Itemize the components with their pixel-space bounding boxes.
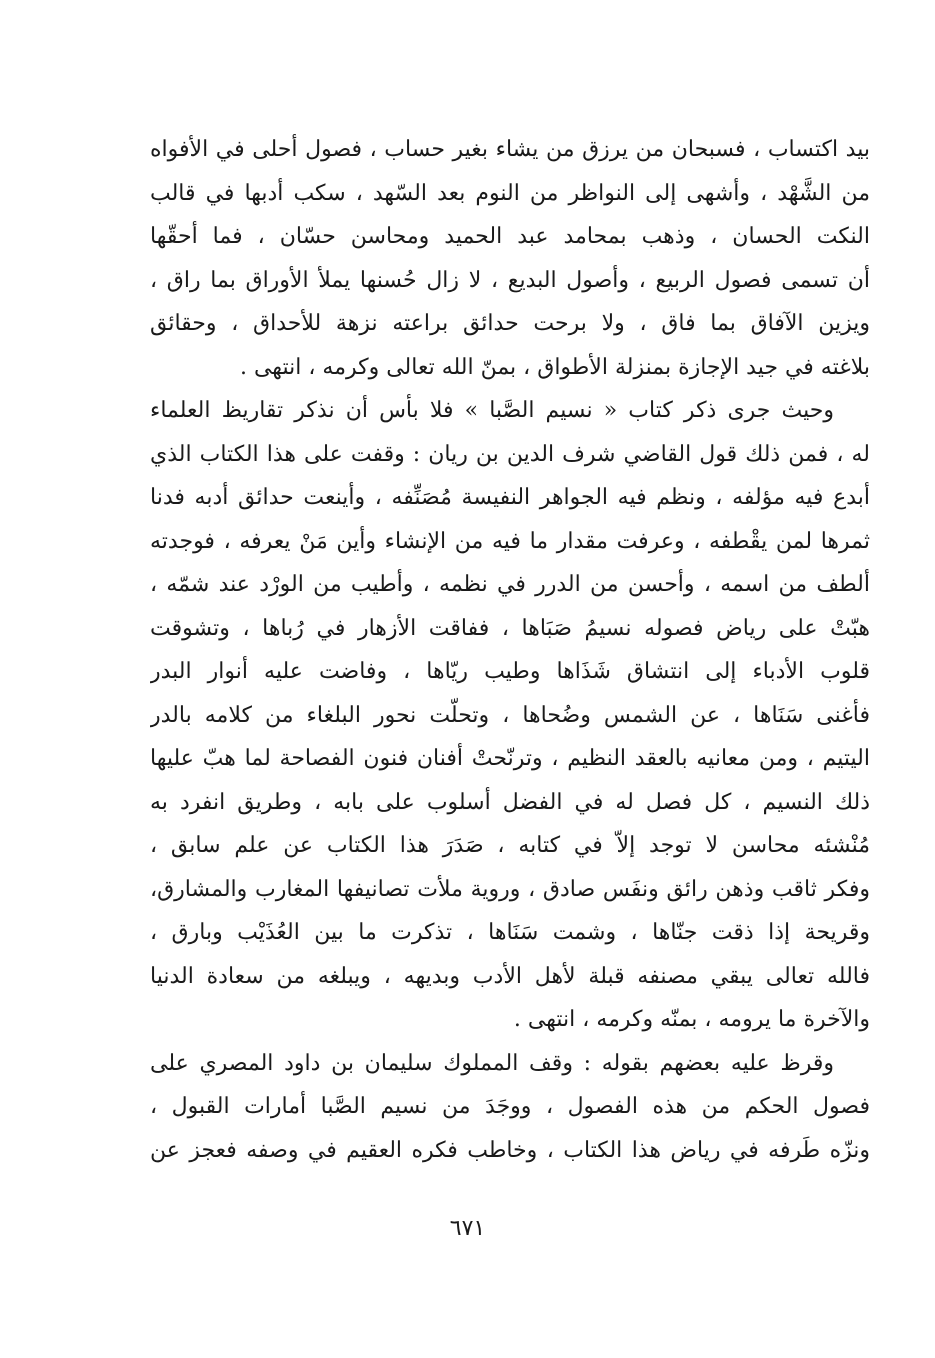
text-line: أن تسمى فصول الربيع ، وأصول البديع ، لا زال حُسنها يملأ الأوراق بما راق ، — [150, 267, 870, 293]
text-line: اليتيم ، ومن معانيه بالعقد النظيم ، وترنّحتْ أفنان فنون الفصاحة لما هبّ عليها — [150, 746, 870, 771]
text-line: أبدع فيه مؤلفه ، ونظم فيه الجواهر النفيسة مُصَنِّفه ، وأينعت حدائق أدبه فدنا — [150, 485, 870, 510]
text-line: وحيث جرى ذكر كتاب « نسيم الصَّبا » فلا بأس أن نذكر تقاريظ العلماء — [150, 398, 834, 423]
text-line: فصول الحكم من هذه الفصول ، ووجَدَ من نسيم الصَّبا أمارات القبول ، — [150, 1094, 870, 1119]
text-line: فالله تعالى يبقي مصنفه قبلة لأهل الأدب وبديهه ، ويبلغه من سعادة الدنيا — [150, 963, 870, 989]
text-line: له ، فمن ذلك قول القاضي شرف الدين بن ريان : وقفت على هذا الكتاب الذي — [150, 441, 870, 467]
text-line: والآخرة ما يرومه ، بمنّه وكرمه ، انتهى . — [513, 1007, 870, 1032]
text-line: النكت الحسان ، وذهب بمحامد عبد الحميد ومحاسن حسّان ، فما أحقّها — [150, 224, 870, 249]
text-line: ذلك النسيم ، كل فصل له في الفضل أسلوب على بابه ، وطريق انفرد به — [150, 789, 870, 815]
text-line: وقريحة إذا ذقت جنّاها ، وشمت سَنَاها ، تذكرت ما بين العُذَيْب وبارق ، — [150, 920, 870, 945]
text-line: قلوب الأدباء إلى انتشاق شَذَاها وطيب ريّاها ، وفاضت عليه أنوار البدر — [150, 659, 870, 684]
text-line: هبّتْ على رياض فصوله نسيمُ صَبَاها ، ففاقت الأزهار في رُباها ، وتشوقت — [150, 615, 870, 641]
text-line: ثمرها لمن يقْطفه ، وعرفت مقدار ما فيه من الإنشاء وأين مَنْ يعرفه ، فوجدته — [150, 528, 870, 554]
text-line: مُنْشئه محاسن لا توجد إلاّ في كتابه ، صَدَرَ هذا الكتاب عن علم سابق ، — [150, 833, 870, 858]
text-line: ألطف من اسمه ، وأحسن من الدرر في نظمه ، وأطيب من الورْد عند شمّه ، — [150, 572, 870, 597]
text-line: فأغنى سَنَاها ، عن الشمس وضُحاها ، وتحلّت نحور البلغاء من كلامه بالدر — [150, 702, 870, 728]
page-number: ٦٧١ — [449, 1216, 486, 1241]
text-line: ويزين الآفاق بما فاق ، ولا برحت حدائق براعته نزهة للأحداق ، وحقائق — [150, 311, 870, 336]
text-line: وقرظ عليه بعضهم بقوله : وقف المملوك سليمان بن داود المصري على — [150, 1050, 834, 1076]
body-text — [150, 128, 870, 1172]
text-line: من الشَّهْد ، وأشهى إلى النواظر من النوم بعد السّهد ، سكب أدبها في قالب — [150, 180, 870, 206]
text-line: بيد اكتساب ، فسبحان من يرزق من يشاء بغير حساب ، فصول أحلى في الأفواه — [150, 137, 870, 162]
text-line: ونزّه طَرفه في رياض هذا الكتاب ، وخاطب فكره العقيم في وصفه فعجز عن — [150, 1137, 870, 1163]
text-line: بلاغته في جيد الإجازة بمنزلة الأطواق ، بمنّ الله تعالى وكرمه ، انتهى . — [239, 354, 870, 380]
text-line: وفكر ثاقب وذهن رائق ونفَس صادق ، وروية ملأت تصانيفها المغارب والمشارق، — [150, 876, 870, 902]
